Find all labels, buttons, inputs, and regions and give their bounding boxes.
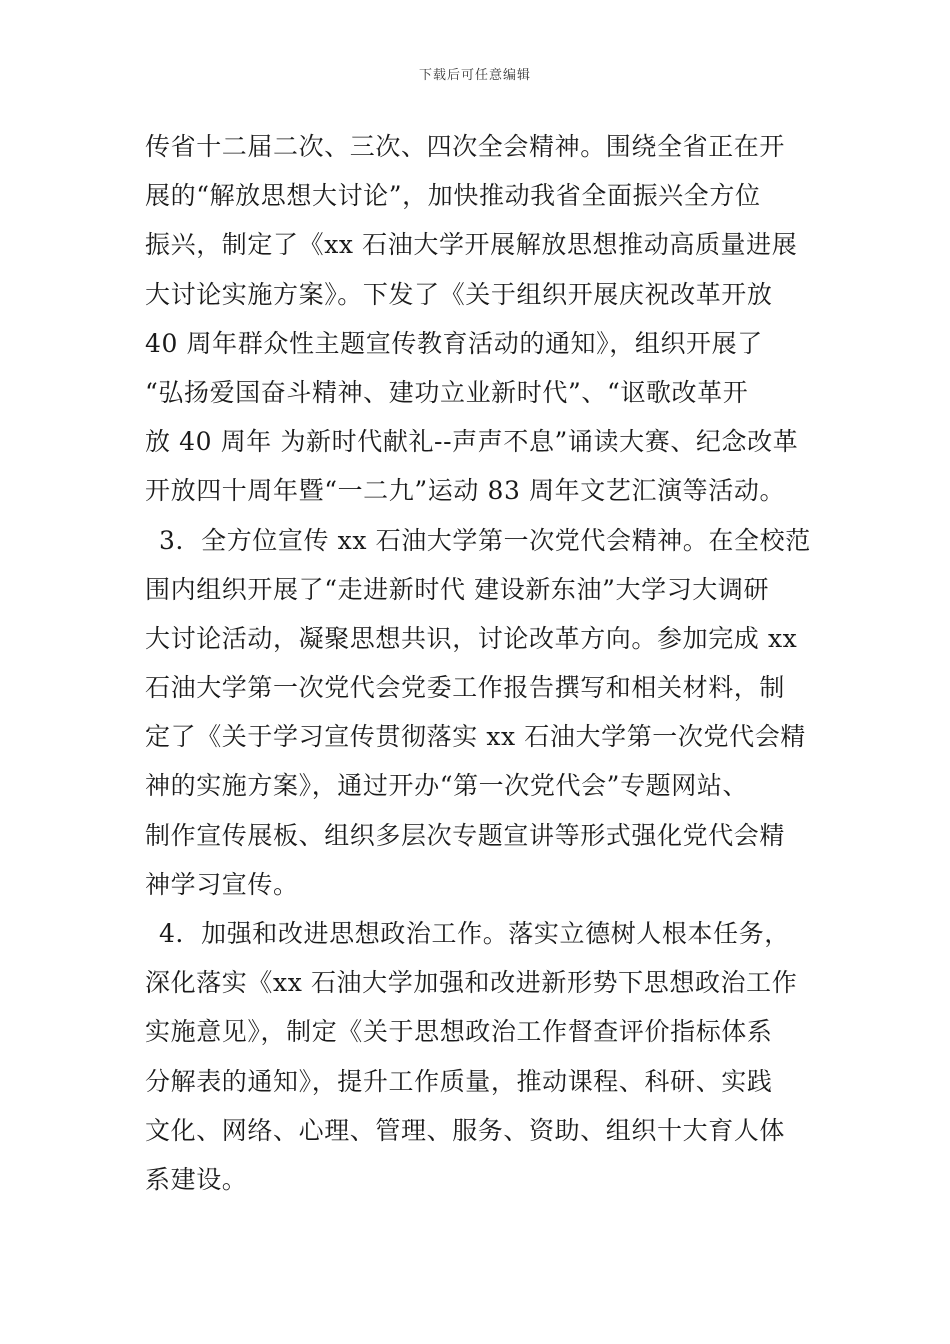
text-line: 定了《关于学习宣传贯彻落实 xx 石油大学第一次党代会精 [145, 722, 806, 752]
paragraph-2 [145, 516, 810, 910]
text-line: 神学习宣传。 [145, 869, 299, 899]
text-line: 大讨论活动，凝聚思想共识，讨论改革方向。参加完成 xx [145, 623, 798, 653]
page-header: 下载后可任意编辑 [418, 68, 531, 83]
paragraph-1 [145, 122, 810, 516]
text-line: 大讨论实施方案》。下发了《关于组织开展庆祝改革开放 [145, 279, 773, 309]
text-line: 放 40 周年 为新时代献礼--声声不息”诵读大赛、纪念改革 [145, 427, 799, 457]
text-line: 4．加强和改进思想政治工作。落实立德树人根本任务， [159, 919, 790, 948]
text-line: 文化、网络、心理、管理、服务、资助、组织十大育人体 [145, 1115, 786, 1145]
text-line: 实施意见》，制定《关于思想政治工作督查评价指标体系 [145, 1017, 773, 1047]
text-line: 3．全方位宣传 xx 石油大学第一次党代会精神。在全校范 [159, 525, 811, 555]
text-line: 石油大学第一次党代会党委工作报告撰写和相关材料，制 [145, 673, 786, 703]
paragraph-3 [145, 909, 810, 1204]
text-line: 40 周年群众性主题宣传教育活动的通知》，组织开展了 [145, 328, 763, 358]
text-line: 开放四十周年暨“一二九”运动 83 周年文艺汇演等活动。 [145, 476, 786, 506]
text-line: 制作宣传展板、组织多层次专题宣讲等形式强化党代会精 [145, 820, 786, 850]
text-line: 系建设。 [145, 1164, 248, 1194]
document-body [145, 122, 810, 1204]
text-line: 传省十二届二次、三次、四次全会精神。围绕全省正在开 [145, 132, 786, 161]
text-line: “弘扬爱国奋斗精神、建功立业新时代”、“讴歌改革开 [145, 377, 749, 407]
text-line: 分解表的通知》，提升工作质量，推动课程、科研、实践 [145, 1066, 773, 1096]
text-line: 振兴，制定了《xx 石油大学开展解放思想推动高质量进展 [145, 230, 798, 260]
text-line: 展的“解放思想大讨论”，加快推动我省全面振兴全方位 [145, 181, 761, 211]
text-line: 神的实施方案》，通过开办“第一次党代会”专题网站、 [145, 771, 749, 801]
text-line: 深化落实《xx 石油大学加强和改进新形势下思想政治工作 [145, 968, 798, 998]
text-line: 围内组织开展了“走进新时代 建设新东油”大学习大调研 [145, 574, 770, 604]
